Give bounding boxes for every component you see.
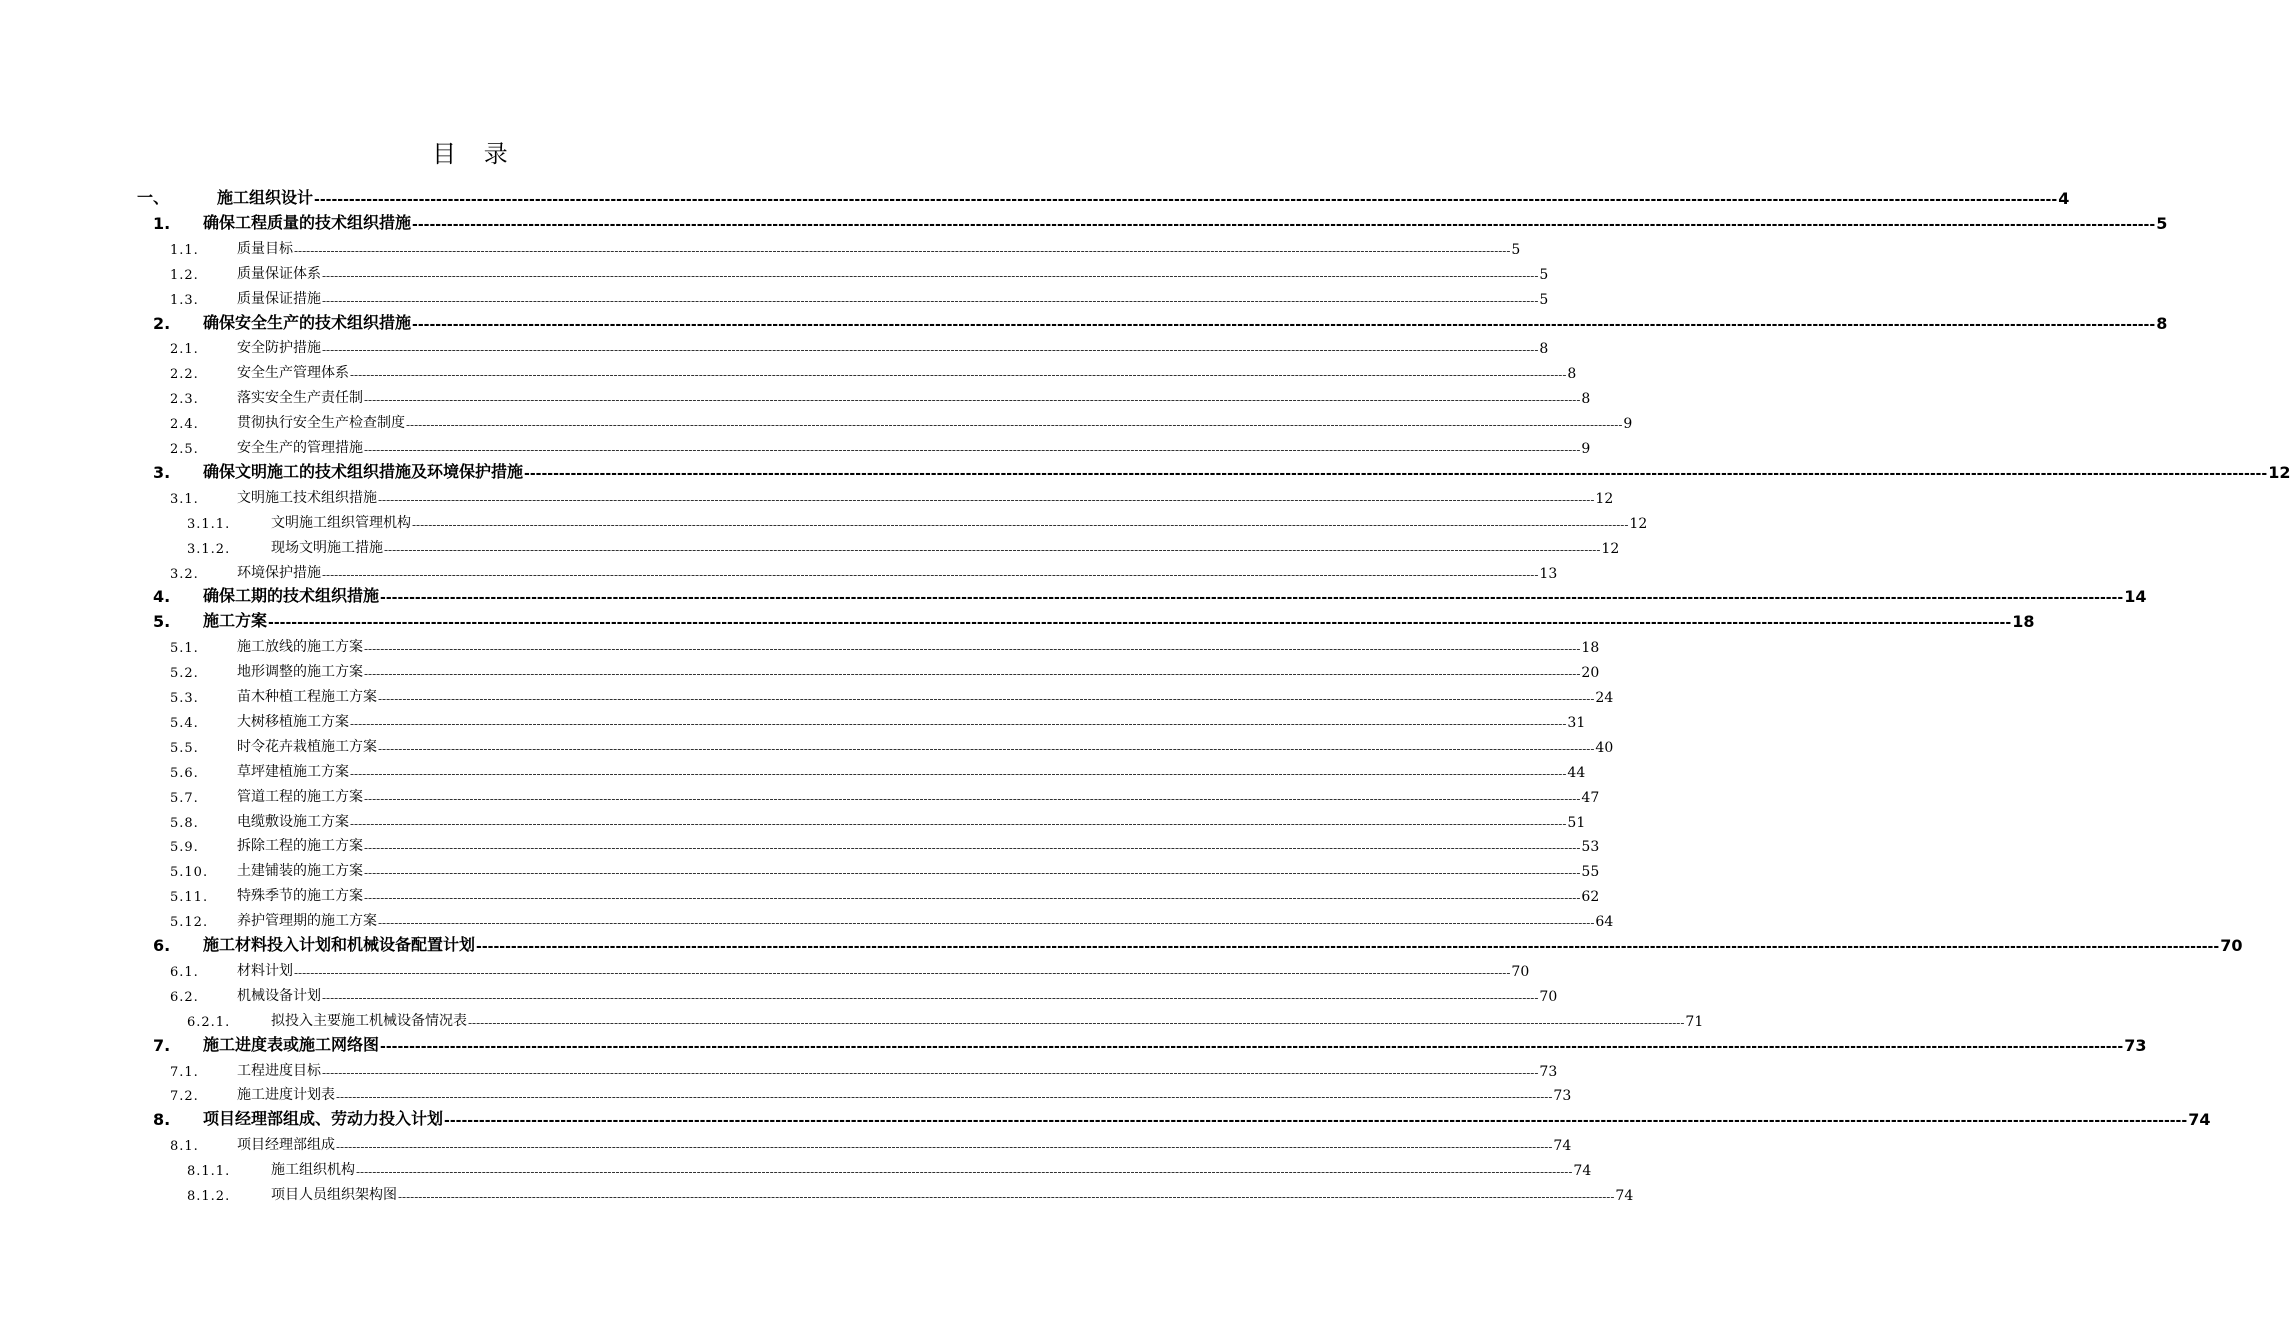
toc-entry-number: 3. [153,462,171,482]
toc-entry-page: 8 [1581,391,1591,408]
toc-leader-dashes: ------------------------------------------------------------------------------------------------------------------------------------------------------------------------------------------------------------------------------------------------------------------------------------------------------------ [322,343,1539,358]
toc-entry-page: 14 [2124,587,2147,607]
toc-entry-label[interactable]: 草坪建植施工方案 [237,763,349,780]
toc-entry-number: 1.3. [170,292,199,308]
toc-entry-label[interactable]: 贯彻执行安全生产检查制度 [237,415,405,432]
toc-entry[interactable] [153,1105,2211,1130]
toc-entry-number: 1. [153,213,171,233]
toc-entry[interactable] [170,1130,1572,1155]
toc-entry-number: 3.2. [170,566,199,582]
toc-entry-label[interactable]: 质量目标 [237,240,293,257]
toc-entry-label[interactable]: 安全生产的管理措施 [237,440,363,456]
toc-entry-label[interactable]: 机械设备计划 [237,987,321,1004]
toc-entry-number: 6.1. [170,964,199,980]
toc-entry-number: 5.11. [170,890,209,906]
toc-entry-page: 55 [1581,864,1600,881]
toc-entry-label[interactable]: 施工方案 [203,611,268,631]
toc-entry[interactable] [170,657,1600,682]
toc-entry-number: 2.4. [170,417,199,433]
toc-leader-dashes: ------------------------------------------------------------------------------------------------------------------------------------------------------------------------------------------------------------------------------------------------------------------------------------------------------------ [356,1165,1573,1180]
toc-entry[interactable] [170,906,1614,931]
toc-entry[interactable] [187,508,1648,532]
toc-entry-page: 9 [1623,416,1633,433]
toc-entry-page: 5 [1539,266,1549,283]
toc-entry-page: 40 [1595,739,1614,756]
toc-entry-number: 5.8. [170,815,199,831]
toc-entry-number: 3.1. [170,491,199,507]
toc-leader-dashes: ------------------------------------------------------------------------------------------------------------------------------------------------------------------------------------------------------------------------------------------------------------------------------------------------------------ [524,465,2268,482]
toc-leader-dashes: ------------------------------------------------------------------------------------------------------------------------------------------------------------------------------------------------------------------------------------------------------------------------------------------------------------ [468,1015,1685,1030]
toc-entry-page: 73 [1553,1088,1572,1105]
toc-entry-number: 一、 [137,188,170,207]
toc-leader-dashes: ------------------------------------------------------------------------------------------------------------------------------------------------------------------------------------------------------------------------------------------------------------------------------------------------------------ [412,216,2156,233]
toc-entry[interactable] [170,284,1549,308]
toc-entry-page: 74 [2188,1110,2211,1130]
toc-entry[interactable] [170,383,1591,408]
toc-entry-number: 2.5. [170,442,199,457]
toc-entry-page: 70 [1539,988,1558,1005]
toc-entry-label[interactable]: 项目人员组织架构图 [271,1187,397,1203]
toc-leader-dashes: ------------------------------------------------------------------------------------------------------------------------------------------------------------------------------------------------------------------------------------------------------------------------------------------------------------ [384,542,1601,557]
toc-entry-number: 7.2. [170,1089,199,1105]
toc-entry[interactable] [153,582,2147,607]
toc-entry-label[interactable]: 施工进度表或施工网络图 [203,1034,380,1054]
toc-entry-label[interactable]: 拟投入主要施工机械设备情况表 [271,1012,467,1029]
toc-entry-number: 3.1.1. [187,516,231,532]
toc-entry[interactable] [137,184,2070,208]
toc-entry-page: 47 [1581,789,1600,806]
toc-entry-number: 8.1.1. [187,1164,231,1180]
toc-entry[interactable] [170,682,1614,706]
toc-entry[interactable] [170,831,1600,856]
toc-entry-page: 12 [1595,490,1614,507]
toc-entry-label[interactable]: 现场文明施工措施 [271,539,383,556]
toc-entry-label[interactable]: 文明施工技术组织措施 [237,489,377,506]
toc-entry-label[interactable]: 工程进度目标 [237,1062,321,1079]
toc-entry-page: 18 [1581,640,1600,657]
toc-entry-page: 5 [1511,241,1521,258]
toc-entry-number: 8.1.2. [187,1189,231,1204]
toc-entry-number: 5.9. [170,840,199,856]
toc-entry-number: 7. [153,1035,171,1055]
toc-entry[interactable] [170,881,1600,906]
toc-entry-label[interactable]: 时令花卉栽植施工方案 [237,738,377,755]
toc-entry-label[interactable]: 文明施工组织管理机构 [271,514,411,531]
toc-leader-dashes: ------------------------------------------------------------------------------------------------------------------------------------------------------------------------------------------------------------------------------------------------------------------------------------------------------------ [378,916,1595,931]
toc-entry-label[interactable]: 环境保护措施 [237,564,321,581]
toc-entry-page: 12 [2268,462,2290,482]
toc-entry-page: 53 [1581,839,1600,856]
toc-leader-dashes: ------------------------------------------------------------------------------------------------------------------------------------------------------------------------------------------------------------------------------------------------------------------------------------------------------------ [364,393,1581,408]
toc-entry-page: 9 [1581,441,1591,457]
toc-leader-dashes: ------------------------------------------------------------------------------------------------------------------------------------------------------------------------------------------------------------------------------------------------------------------------------------------------------------ [322,1065,1539,1080]
toc-leader-dashes: ------------------------------------------------------------------------------------------------------------------------------------------------------------------------------------------------------------------------------------------------------------------------------------------------------------ [476,939,2220,955]
toc-entry-number: 5.2. [170,666,199,682]
toc-title: 目 录 [432,140,518,168]
toc-entry-page: 74 [1615,1188,1634,1204]
toc-entry[interactable] [153,607,2035,632]
toc-entry-label[interactable]: 落实安全生产责任制 [237,390,363,407]
toc-entry-number: 2.2. [170,367,199,383]
toc-entry-page: 73 [1539,1063,1558,1080]
toc-leader-dashes: ------------------------------------------------------------------------------------------------------------------------------------------------------------------------------------------------------------------------------------------------------------------------------------------------------------ [364,791,1581,806]
toc-entry-page: 71 [1685,1013,1704,1030]
toc-entry-label[interactable]: 质量保证措施 [237,290,321,307]
toc-leader-dashes: ------------------------------------------------------------------------------------------------------------------------------------------------------------------------------------------------------------------------------------------------------------------------------------------------------------ [336,1140,1553,1155]
toc-leader-dashes: ------------------------------------------------------------------------------------------------------------------------------------------------------------------------------------------------------------------------------------------------------------------------------------------------------------ [336,1090,1553,1105]
toc-leader-dashes: ------------------------------------------------------------------------------------------------------------------------------------------------------------------------------------------------------------------------------------------------------------------------------------------------------------ [364,841,1581,856]
toc-entry-page: 74 [1553,1138,1572,1155]
toc-entry-label[interactable]: 苗木种植工程施工方案 [237,689,377,705]
toc-leader-dashes: ------------------------------------------------------------------------------------------------------------------------------------------------------------------------------------------------------------------------------------------------------------------------------------------------------------ [350,368,1567,383]
toc-entry-label[interactable]: 电缆敷设施工方案 [237,813,349,830]
toc-leader-dashes: ------------------------------------------------------------------------------------------------------------------------------------------------------------------------------------------------------------------------------------------------------------------------------------------------------------ [350,766,1567,781]
toc-leader-dashes: ------------------------------------------------------------------------------------------------------------------------------------------------------------------------------------------------------------------------------------------------------------------------------------------------------------ [364,667,1581,682]
toc-entry-page: 51 [1567,814,1586,831]
toc-leader-dashes: ------------------------------------------------------------------------------------------------------------------------------------------------------------------------------------------------------------------------------------------------------------------------------------------------------------ [378,492,1595,507]
toc-entry-number: 5.6. [170,765,199,781]
toc-entry-page: 8 [2156,313,2168,333]
toc-entry-number: 6.2. [170,989,199,1005]
toc-entry[interactable] [170,259,1549,283]
toc-leader-dashes: ------------------------------------------------------------------------------------------------------------------------------------------------------------------------------------------------------------------------------------------------------------------------------------------------------------ [380,590,2124,607]
toc-leader-dashes: ------------------------------------------------------------------------------------------------------------------------------------------------------------------------------------------------------------------------------------------------------------------------------------------------------------ [398,1190,1615,1204]
toc-entry[interactable] [153,309,2168,333]
toc-entry-number: 2.1. [170,342,199,358]
toc-leader-dashes: ------------------------------------------------------------------------------------------------------------------------------------------------------------------------------------------------------------------------------------------------------------------------------------------------------------ [350,816,1567,831]
toc-entry-number: 5.10. [170,865,209,881]
toc-leader-dashes: ------------------------------------------------------------------------------------------------------------------------------------------------------------------------------------------------------------------------------------------------------------------------------------------------------------ [412,517,1629,532]
toc-entry-page: 8 [1567,366,1577,383]
toc-entry-number: 5.4. [170,715,199,731]
toc-entry-page: 70 [1511,963,1530,980]
toc-entry[interactable] [170,1056,1558,1080]
toc-entry-page: 74 [1573,1163,1592,1180]
toc-entry[interactable] [153,1031,2147,1055]
toc-entry-page: 12 [1629,515,1648,532]
toc-leader-dashes: ------------------------------------------------------------------------------------------------------------------------------------------------------------------------------------------------------------------------------------------------------------------------------------------------------------ [378,692,1595,706]
toc-entry-number: 5.12. [170,915,209,931]
toc-entry-label[interactable]: 确保工期的技术组织措施 [203,586,380,606]
toc-entry-label[interactable]: 大树移植施工方案 [237,713,349,730]
toc-entry-number: 1.2. [170,267,199,283]
toc-entry-page: 62 [1581,889,1600,906]
toc-leader-dashes: ------------------------------------------------------------------------------------------------------------------------------------------------------------------------------------------------------------------------------------------------------------------------------------------------------------ [364,443,1581,457]
toc-entry-page: 73 [2124,1035,2147,1055]
toc-entry[interactable] [170,757,1586,781]
toc-leader-dashes: ------------------------------------------------------------------------------------------------------------------------------------------------------------------------------------------------------------------------------------------------------------------------------------------------------------ [412,316,2156,333]
toc-entry[interactable] [187,533,1620,557]
toc-entry-label[interactable]: 土建铺装的施工方案 [237,863,363,880]
toc-entry-page: 5 [2156,213,2168,233]
toc-leader-dashes: ------------------------------------------------------------------------------------------------------------------------------------------------------------------------------------------------------------------------------------------------------------------------------------------------------------ [406,418,1623,433]
toc-leader-dashes: ------------------------------------------------------------------------------------------------------------------------------------------------------------------------------------------------------------------------------------------------------------------------------------------------------------ [350,716,1567,731]
toc-entry-number: 2. [153,313,171,333]
toc-entry-page: 4 [2058,189,2070,208]
toc-entry-number: 5.1. [170,641,199,657]
toc-entry-label[interactable]: 特殊季节的施工方案 [237,888,363,905]
toc-entry-page: 44 [1567,764,1586,781]
toc-leader-dashes: ------------------------------------------------------------------------------------------------------------------------------------------------------------------------------------------------------------------------------------------------------------------------------------------------------------ [364,642,1581,657]
toc-entry-label[interactable]: 质量保证体系 [237,265,321,282]
toc-entry[interactable] [153,209,2168,233]
toc-entry-label[interactable]: 养护管理期的施工方案 [237,913,377,930]
toc-entry-page: 5 [1539,291,1549,308]
toc-entry-number: 8.1. [170,1139,199,1155]
toc-entry-label[interactable]: 管道工程的施工方案 [237,788,363,805]
toc-entry[interactable] [170,558,1558,582]
toc-leader-dashes: ------------------------------------------------------------------------------------------------------------------------------------------------------------------------------------------------------------------------------------------------------------------------------------------------------------ [364,891,1581,906]
toc-entry-page: 18 [2012,612,2035,632]
toc-leader-dashes: ------------------------------------------------------------------------------------------------------------------------------------------------------------------------------------------------------------------------------------------------------------------------------------------------------------ [322,990,1539,1005]
toc-entry-page: 20 [1581,665,1600,682]
toc-leader-dashes: ------------------------------------------------------------------------------------------------------------------------------------------------------------------------------------------------------------------------------------------------------------------------------------------------------------ [294,243,1511,258]
toc-leader-dashes: ------------------------------------------------------------------------------------------------------------------------------------------------------------------------------------------------------------------------------------------------------------------------------------------------------------ [364,866,1581,881]
toc-entry-page: 12 [1601,540,1620,557]
toc-leader-dashes: ------------------------------------------------------------------------------------------------------------------------------------------------------------------------------------------------------------------------------------------------------------------------------------------------------------ [322,268,1539,283]
toc-entry-label[interactable]: 地形调整的施工方案 [237,664,363,681]
toc-leader-dashes: ------------------------------------------------------------------------------------------------------------------------------------------------------------------------------------------------------------------------------------------------------------------------------------------------------------ [380,1038,2124,1055]
toc-leader-dashes: ------------------------------------------------------------------------------------------------------------------------------------------------------------------------------------------------------------------------------------------------------------------------------------------------------------ [268,615,2012,632]
toc-entry-label[interactable]: 确保文明施工的技术组织措施及环境保护措施 [203,461,524,481]
toc-leader-dashes: ------------------------------------------------------------------------------------------------------------------------------------------------------------------------------------------------------------------------------------------------------------------------------------------------------------ [314,192,2058,208]
toc-entry-label[interactable]: 施工进度计划表 [237,1087,335,1104]
toc-entry[interactable] [153,931,2243,955]
toc-entry[interactable] [170,732,1614,756]
toc-entry-page: 13 [1539,565,1558,582]
toc-entry[interactable] [170,981,1558,1005]
toc-entry-number: 2.3. [170,392,199,408]
toc-entry-label[interactable]: 安全生产管理体系 [237,365,349,382]
toc-leader-dashes: ------------------------------------------------------------------------------------------------------------------------------------------------------------------------------------------------------------------------------------------------------------------------------------------------------------ [378,741,1595,756]
toc-entry-label[interactable]: 拆除工程的施工方案 [237,838,363,855]
toc-entry-label[interactable]: 材料计划 [237,962,293,979]
toc-entry[interactable] [170,807,1586,831]
toc-entry-label[interactable]: 项目经理部组成、劳动力投入计划 [203,1109,444,1129]
toc-entry-number: 7.1. [170,1064,199,1080]
toc-entry-label[interactable]: 项目经理部组成 [237,1137,335,1154]
toc-entry-page: 24 [1595,690,1614,706]
toc-entry-number: 5. [153,612,171,632]
toc-leader-dashes: ------------------------------------------------------------------------------------------------------------------------------------------------------------------------------------------------------------------------------------------------------------------------------------------------------------ [294,965,1511,980]
toc-leader-dashes: ------------------------------------------------------------------------------------------------------------------------------------------------------------------------------------------------------------------------------------------------------------------------------------------------------------ [322,567,1539,582]
toc-entry[interactable] [170,782,1600,806]
toc-entry-number: 1.1. [170,242,199,258]
toc-entry[interactable] [187,1155,1592,1180]
toc-entry-page: 64 [1595,914,1614,931]
toc-entry-label[interactable]: 确保工程质量的技术组织措施 [203,212,412,232]
toc-entry[interactable] [170,632,1600,657]
toc-entry[interactable] [170,707,1586,731]
toc-entry-page: 70 [2220,936,2243,955]
toc-entry-label[interactable]: 安全防护措施 [237,340,321,357]
toc-entry-label[interactable]: 施工放线的施工方案 [237,639,363,656]
toc-entry[interactable] [153,458,2290,482]
toc-entry-number: 5.3. [170,691,199,706]
toc-entry-number: 8. [153,1110,171,1130]
toc-leader-dashes: ------------------------------------------------------------------------------------------------------------------------------------------------------------------------------------------------------------------------------------------------------------------------------------------------------------ [444,1113,2188,1130]
toc-entry[interactable] [170,408,1633,433]
toc-entry-number: 5.5. [170,740,199,756]
toc-entry[interactable] [170,856,1600,881]
toc-entry-number: 5.7. [170,790,199,806]
toc-entry[interactable] [170,483,1614,507]
toc-entry-label[interactable]: 施工组织设计 [217,188,314,207]
toc-entry-page: 31 [1567,714,1586,731]
toc-entry-number: 6. [153,936,171,955]
toc-entry-number: 6.2.1. [187,1014,231,1030]
toc-entry-label[interactable]: 确保安全生产的技术组织措施 [203,312,412,332]
toc-entry[interactable] [170,234,1521,258]
toc-entry[interactable] [187,1180,1634,1204]
toc-entry[interactable] [187,1006,1704,1030]
toc-entry[interactable] [170,1080,1572,1105]
toc-entry[interactable] [170,956,1530,980]
toc-entry-label[interactable]: 施工组织机构 [271,1162,355,1179]
toc-entry-number: 4. [153,587,171,607]
toc-entry-page: 8 [1539,341,1549,358]
toc-entry-number: 3.1.2. [187,541,231,557]
toc-entry-label[interactable]: 施工材料投入计划和机械设备配置计划 [203,935,476,954]
toc-entry[interactable] [170,333,1549,358]
toc-entry[interactable] [170,358,1577,383]
toc-leader-dashes: ------------------------------------------------------------------------------------------------------------------------------------------------------------------------------------------------------------------------------------------------------------------------------------------------------------ [322,293,1539,308]
toc-entry[interactable] [170,433,1591,457]
